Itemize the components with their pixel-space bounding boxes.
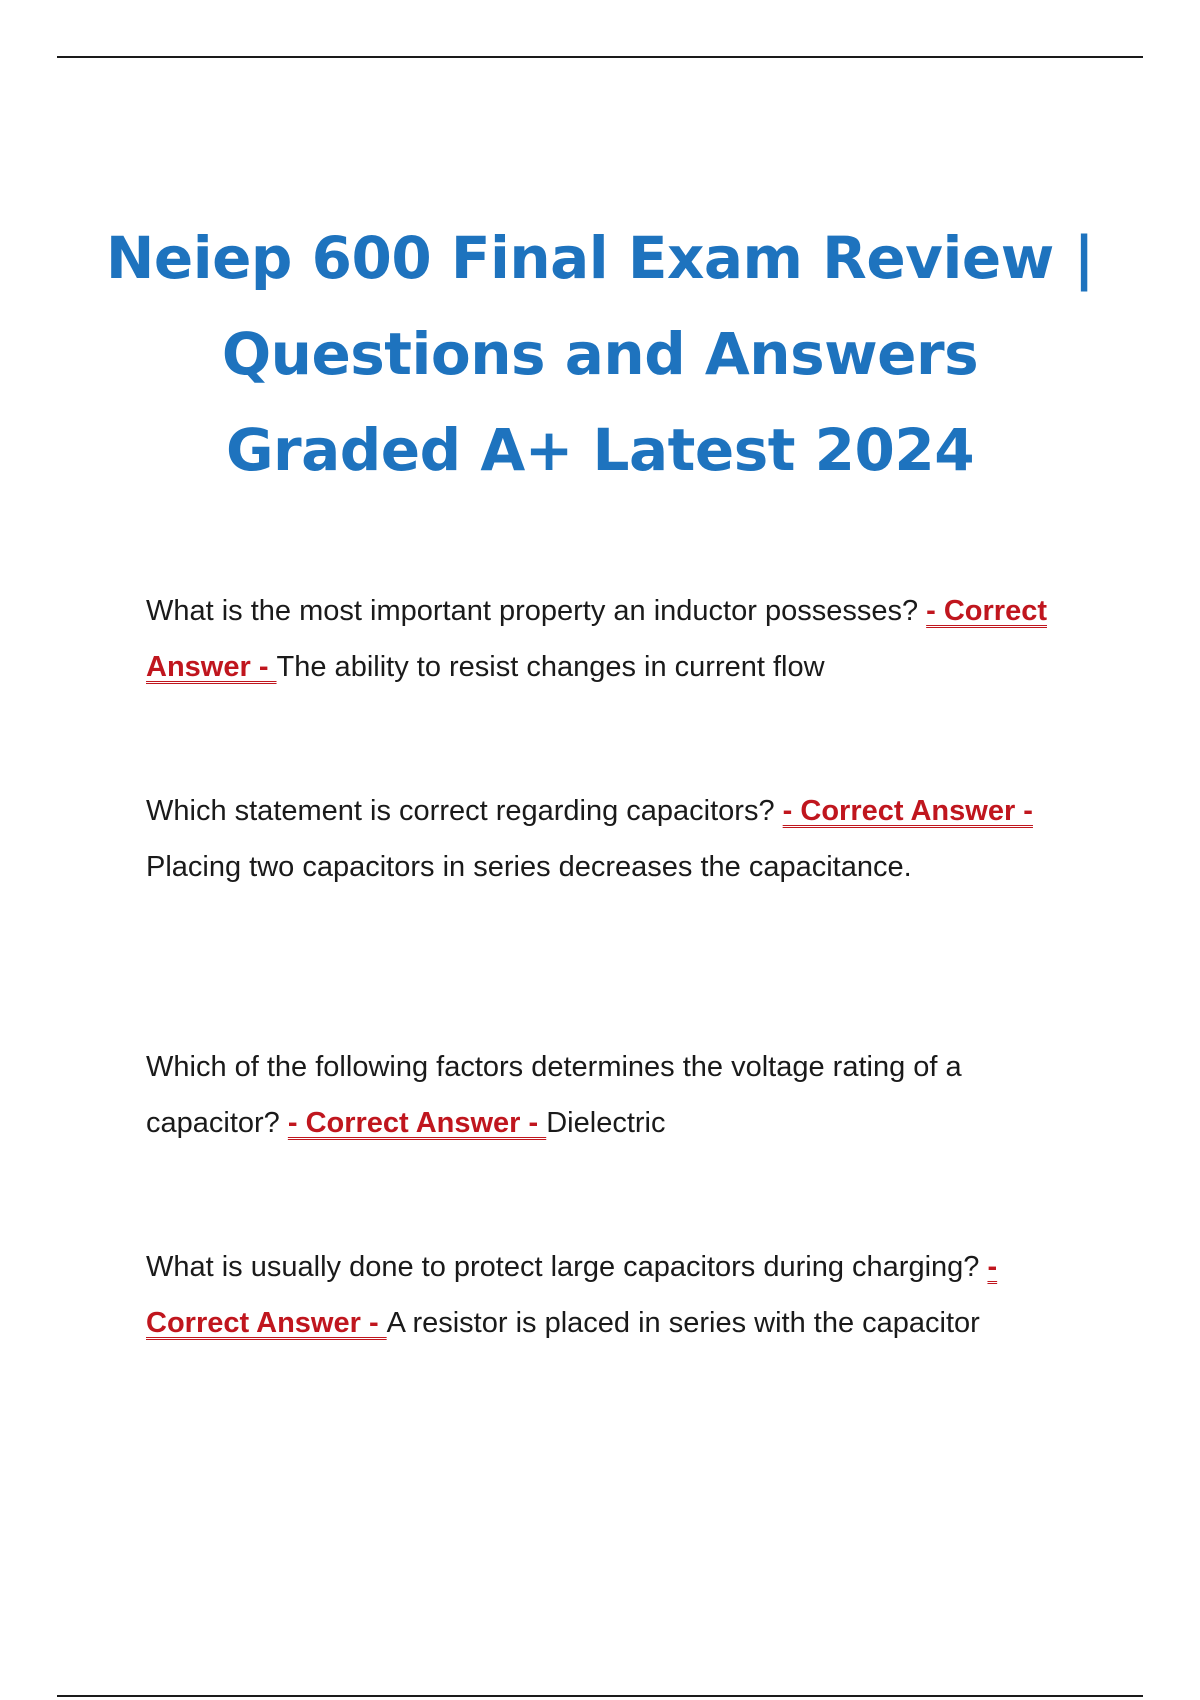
answer-text: Placing two capacitors in series decreases the capacitance.	[146, 851, 912, 883]
answer-text: A resistor is placed in series with the capacitor	[386, 1307, 980, 1339]
qa-item	[146, 583, 1086, 695]
question-text: What is the most important property an inductor possesses?	[146, 595, 927, 627]
bottom-rule	[57, 1695, 1143, 1697]
qa-item	[146, 783, 1086, 895]
top-rule	[57, 56, 1143, 58]
question-text: Which statement is correct regarding capacitors?	[146, 795, 783, 827]
document-title: Neiep 600 Final Exam Review | Questions and Answers Graded A+ Latest 2024	[105, 224, 1095, 484]
correct-answer-label: - Correct Answer -	[287, 1107, 547, 1139]
correct-answer-label: - Correct Answer -	[782, 795, 1033, 827]
answer-text: Dielectric	[546, 1107, 666, 1139]
correct-answer-label: - Correct Answer -	[146, 1251, 998, 1339]
qa-item	[146, 1039, 1086, 1151]
answer-text: The ability to resist changes in current flow	[276, 651, 825, 683]
qa-item	[146, 1239, 1086, 1351]
question-text: Which of the following factors determines the voltage rating of a capacitor?	[146, 1051, 962, 1139]
correct-answer-label: - Correct Answer -	[146, 595, 1047, 683]
question-text: What is usually done to protect large capacitors during charging?	[146, 1251, 988, 1283]
